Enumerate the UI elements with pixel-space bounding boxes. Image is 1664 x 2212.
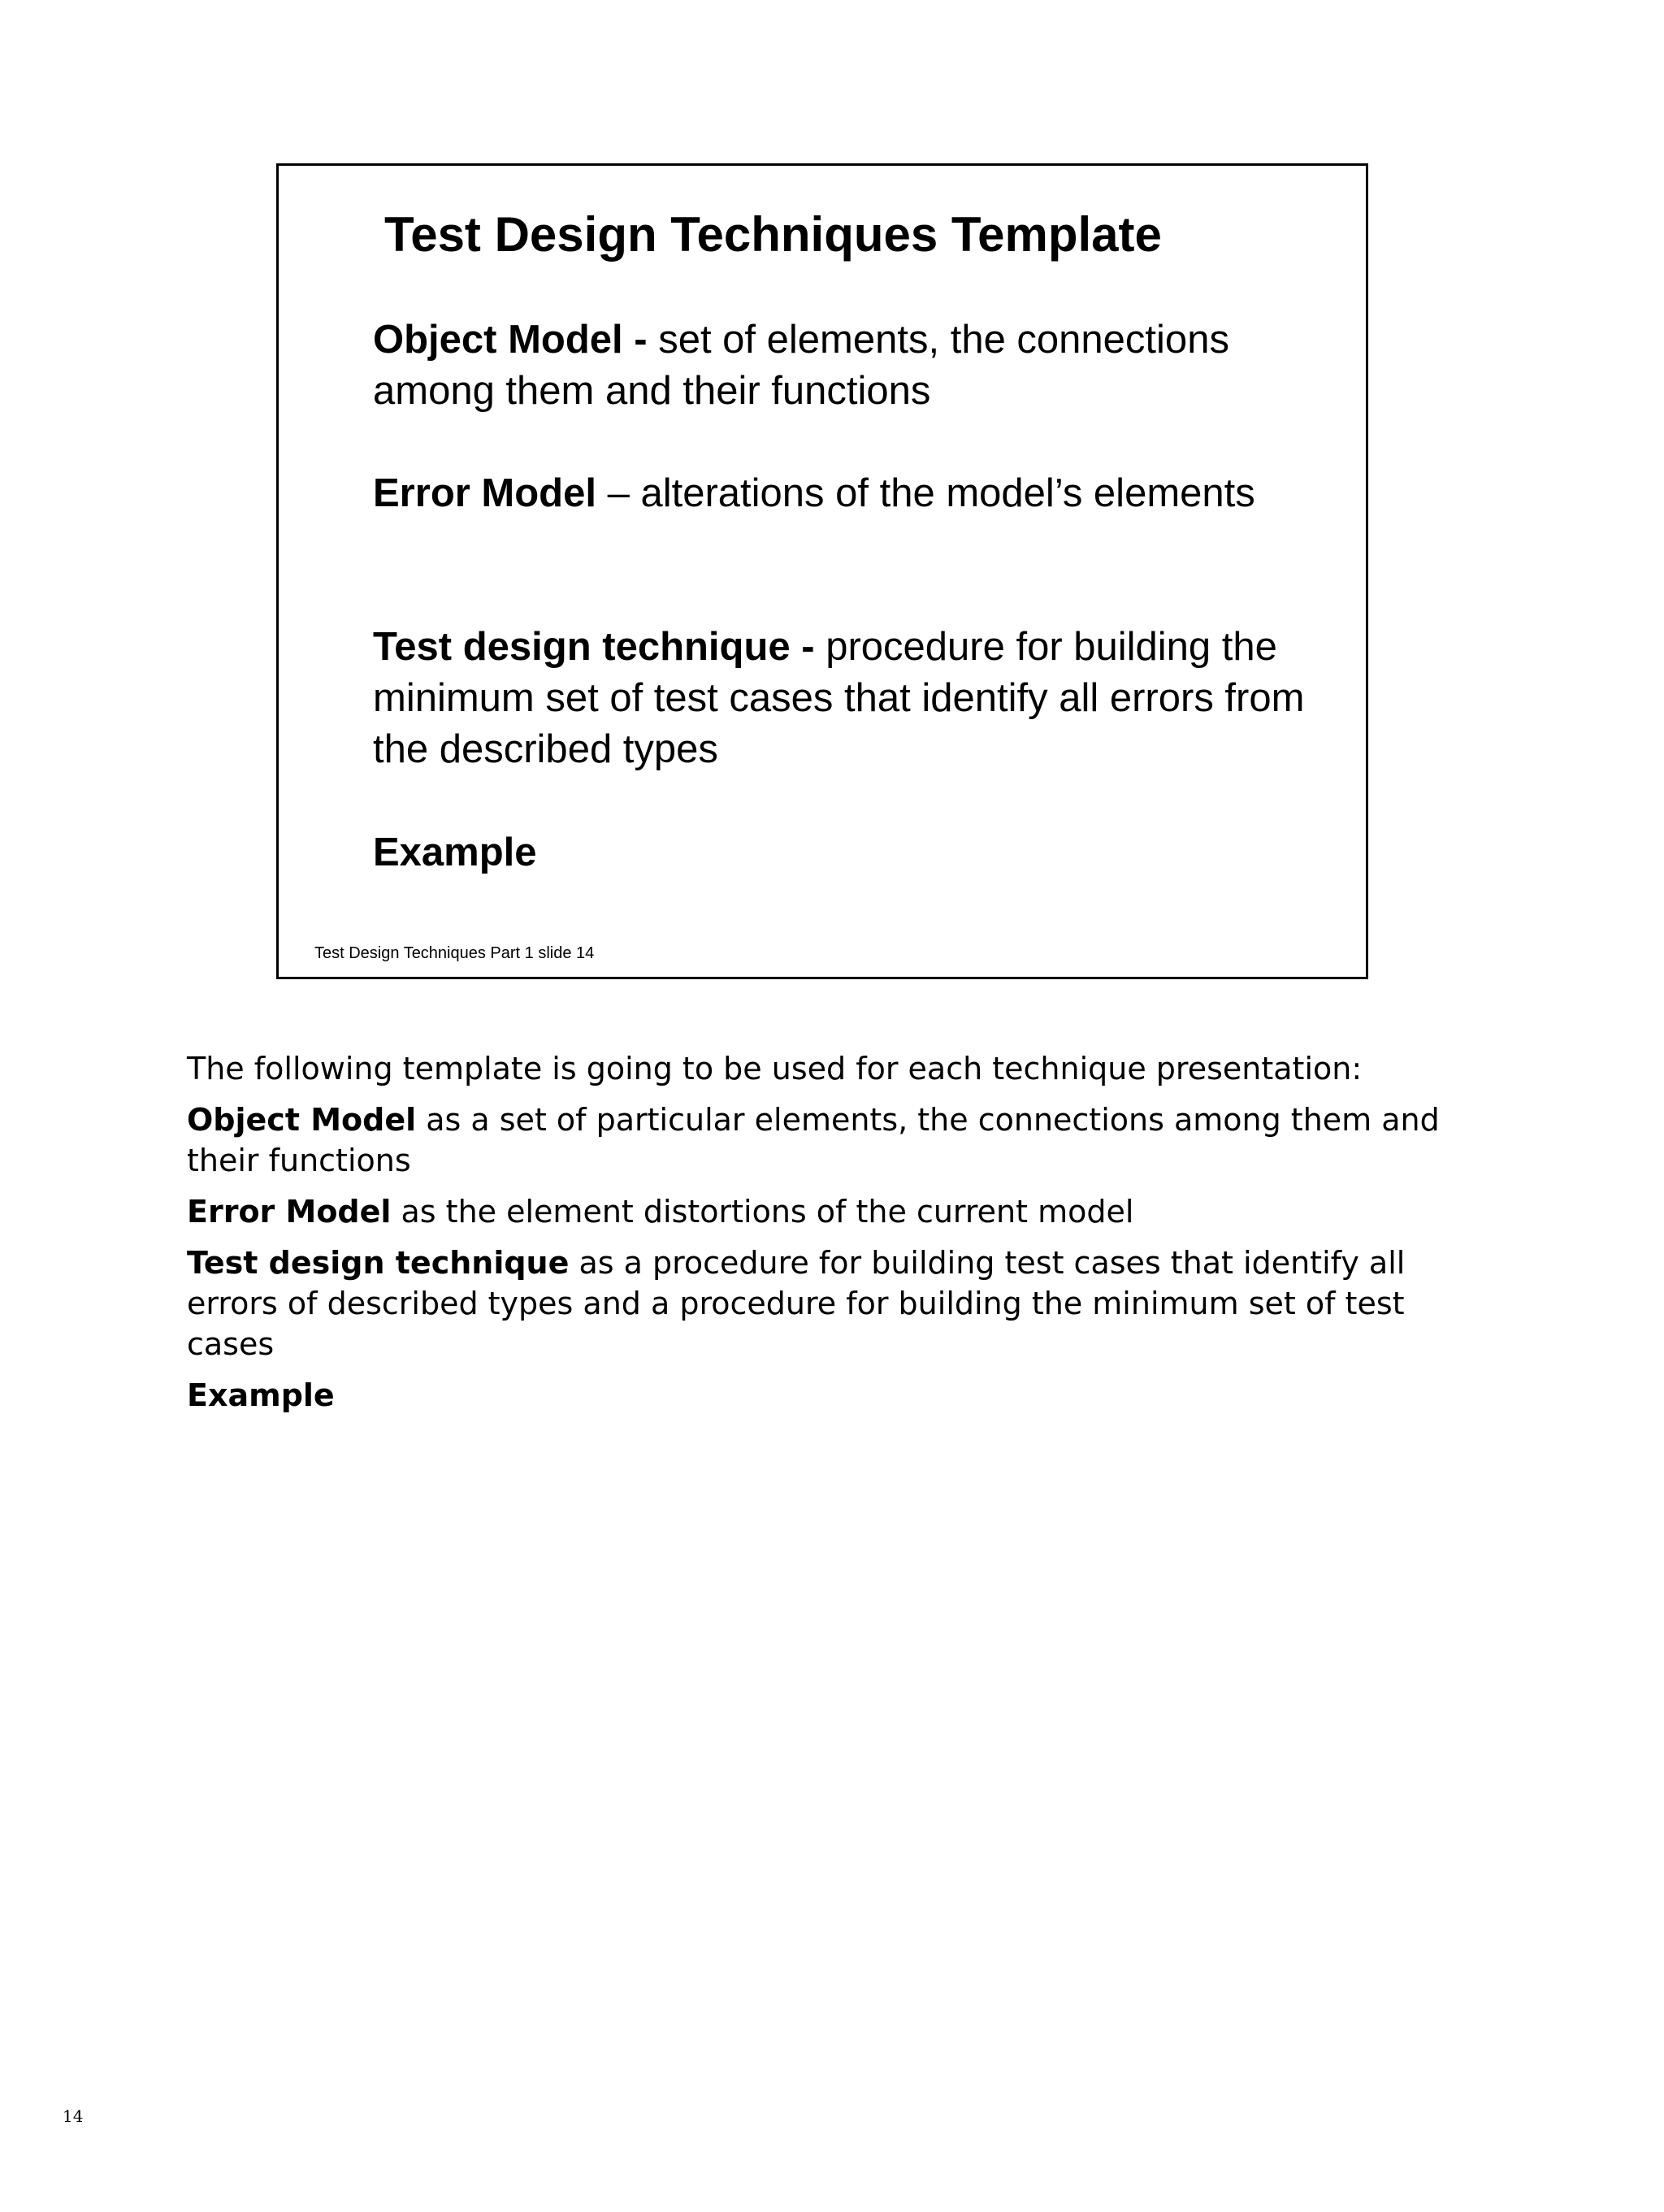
page-number: 14 [63,2106,84,2126]
notes-test-design-technique-term: Test design technique [187,1245,570,1281]
notes-error-model-text: as the element distortions of the current model [391,1194,1134,1230]
slide-object-model [373,314,1332,417]
notes-error-model-term: Error Model [187,1194,392,1230]
speaker-notes [187,1048,1479,1426]
slide-error-model-text: – alterations of the model’s elements [596,471,1255,515]
slide-test-design-technique-term: Test design technique - [373,625,815,669]
slide-object-model-term: Object Model - [373,318,648,362]
slide-test-design-technique-text: procedure for building the minimum set of test cases that identify all errors from the described types [373,625,1305,771]
slide-error-model [373,468,1332,519]
slide-object-model-text: set of elements, the connections among them and their functions [373,318,1229,413]
slide-example [373,827,1332,878]
slide-test-design-technique [373,622,1332,775]
notes-object-model-term: Object Model [187,1102,417,1138]
notes-example [187,1375,1479,1416]
notes-object-model [187,1099,1479,1181]
notes-error-model [187,1191,1479,1232]
notes-object-model-text: as a set of particular elements, the connections among them and their functions [187,1102,1440,1178]
notes-example-label: Example [187,1377,335,1413]
slide-title: Test Design Techniques Template [384,207,1162,262]
slide-error-model-term: Error Model [373,471,596,515]
slide-image [276,163,1368,979]
notes-test-design-technique-text: as a procedure for building test cases that identify all errors of described types and a procedure for building the minimum set of test cases [187,1245,1406,1362]
slide-example-label: Example [373,831,537,874]
notes-intro: The following template is going to be used for each technique presentation: [187,1051,1363,1086]
notes-test-design-technique [187,1243,1479,1364]
slide-footer: Test Design Techniques Part 1 slide 14 [314,944,595,962]
